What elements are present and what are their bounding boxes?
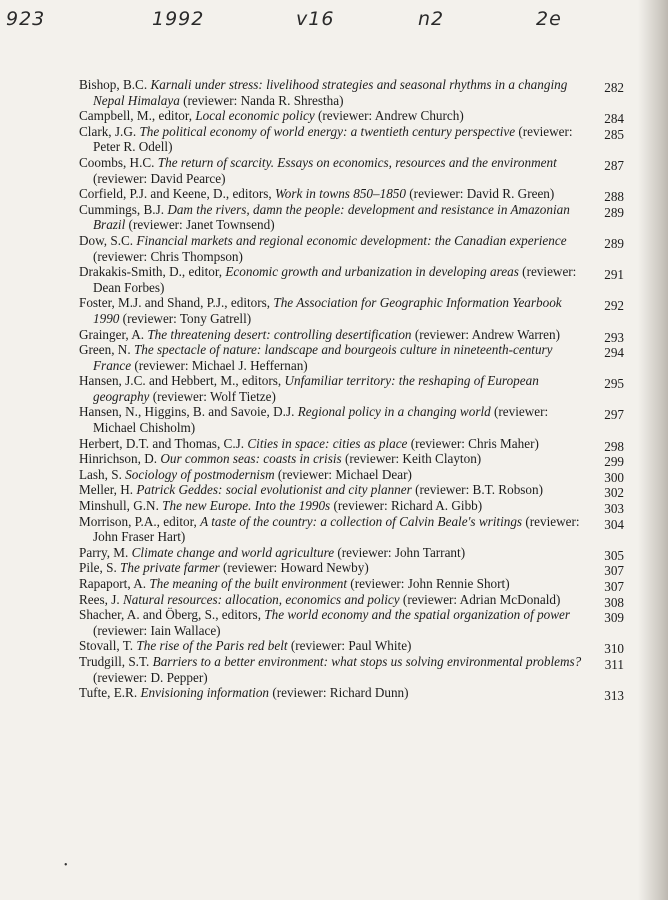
entry-reviewer: (reviewer: Andrew Warren): [414, 326, 560, 342]
entry-text: [79, 638, 583, 654]
entry-text: [79, 373, 583, 404]
index-entry: [79, 514, 624, 545]
entry-text: [79, 498, 583, 514]
entry-page-number: 299: [604, 454, 624, 470]
entry-author: Hansen, J.C. and Hebbert, M., editors,: [79, 373, 282, 389]
entry-title: The spectacle of nature: landscape and bourgeois culture in nineteenth-century France: [93, 342, 553, 373]
entry-text: [79, 514, 583, 545]
entry-reviewer: (reviewer: Dean Forbes): [93, 264, 577, 295]
entry-text: [79, 545, 583, 561]
entry-text: [79, 233, 583, 264]
index-entry: [79, 654, 624, 685]
entry-text: [79, 482, 583, 498]
entry-reviewer: (reviewer: Tony Gatrell): [122, 310, 252, 326]
entry-page-number: 302: [604, 485, 624, 501]
index-entry: [79, 108, 624, 127]
entry-text: [79, 124, 583, 155]
handwritten-volume: v16: [296, 8, 335, 30]
index-entry: [79, 186, 624, 205]
entry-page-number: 289: [604, 204, 624, 220]
entry-page-number: 307: [604, 579, 624, 594]
entry-author: Trudgill, S.T.: [79, 653, 150, 669]
index-entry: [79, 342, 624, 373]
entry-text: [79, 108, 583, 124]
index-entry: [79, 77, 624, 108]
entry-reviewer: (reviewer: Richard A. Gibb): [333, 498, 483, 514]
entry-author: Grainger, A.: [79, 326, 145, 342]
entry-author: Corfield, P.J. and Keene, D., editors,: [79, 186, 272, 202]
entry-page-number: 313: [604, 688, 624, 704]
entry-text: [79, 155, 583, 186]
entry-title: Barriers to a better environment: what stops us solving environmental problems?: [152, 653, 582, 669]
entry-text: [79, 436, 583, 452]
entry-page-number: 297: [604, 407, 624, 423]
entry-page-number: 304: [604, 516, 624, 532]
index-entry: [79, 327, 624, 343]
entry-author: Hansen, N., Higgins, B. and Savoie, D.J.: [79, 404, 295, 420]
entry-title: A taste of the country: a collection of Calvin Beale's writings: [200, 513, 523, 529]
entry-reviewer: (reviewer: Chris Maher): [410, 435, 539, 451]
index-entry: [79, 467, 624, 483]
entry-author: Morrison, P.A., editor,: [79, 513, 197, 529]
entry-reviewer: (reviewer: Michael J. Heffernan): [134, 357, 308, 373]
index-entry: [79, 155, 624, 186]
entry-author: Tufte, E.R.: [79, 685, 138, 701]
index-entry: [79, 373, 624, 404]
entry-text: [79, 467, 583, 483]
entry-title: Climate change and world agriculture: [131, 544, 335, 560]
entry-page-number: 285: [604, 126, 624, 142]
entry-reviewer: (reviewer: Chris Thompson): [93, 248, 243, 264]
entry-title: Unfamiliar territory: the reshaping of European geography: [93, 373, 539, 404]
entry-page-number: 293: [604, 329, 624, 345]
entry-author: Herbert, D.T. and Thomas, C.J.: [79, 435, 245, 451]
entry-reviewer: (reviewer: John Fraser Hart): [93, 513, 580, 545]
entry-reviewer: (reviewer: Andrew Church): [318, 108, 464, 124]
entry-author: Rees, J.: [79, 591, 120, 607]
entry-title: The rise of the Paris red belt: [136, 638, 288, 654]
index-entry: [79, 482, 624, 501]
entry-author: Foster, M.J. and Shand, P.J., editors,: [79, 295, 271, 311]
entry-reviewer: (reviewer: Michael Dear): [277, 466, 412, 482]
entry-author: Meller, H.: [79, 482, 134, 498]
entry-title: Dam the rivers, damn the people: development and resistance in Amazonian Brazil: [93, 201, 570, 233]
entry-reviewer: (reviewer: David Pearce): [93, 170, 226, 186]
index-entry: [79, 545, 624, 561]
entry-author: Drakakis-Smith, D., editor,: [79, 264, 223, 280]
entry-title: Cities in space: cities as place: [247, 435, 408, 451]
review-index-list: [79, 77, 624, 704]
entry-text: [79, 685, 583, 701]
entry-text: [79, 404, 583, 435]
entry-title: The return of scarcity. Essays on economics, resources and the environment: [157, 154, 557, 170]
index-entry: [79, 202, 624, 233]
handwritten-year: 1992: [152, 8, 205, 30]
index-entry: [79, 498, 624, 517]
entry-page-number: 292: [604, 298, 624, 314]
entry-page-number: 310: [604, 641, 624, 657]
entry-title: Local economic policy: [195, 108, 315, 124]
bleed-through-text: [600, 40, 660, 56]
entry-text: [79, 186, 583, 202]
entry-author: Clark, J.G.: [79, 123, 137, 139]
entry-page-number: 298: [604, 438, 624, 454]
entry-text: [79, 654, 583, 685]
index-entry: [79, 592, 624, 608]
entry-author: Campbell, M., editor,: [79, 108, 193, 124]
entry-author: Minshull, G.N.: [79, 498, 159, 514]
index-entry: [79, 264, 624, 295]
entry-author: Hinrichson, D.: [79, 451, 158, 467]
entry-author: Green, N.: [79, 342, 131, 358]
entry-text: [79, 342, 583, 373]
entry-title: The Association for Geographic Information Yearbook 1990: [93, 295, 562, 326]
entry-title: Our common seas: coasts in crisis: [160, 451, 342, 467]
entry-title: The world economy and the spatial organization of power: [264, 607, 571, 623]
entry-reviewer: (reviewer: Keith Clayton): [344, 451, 482, 467]
entry-author: Bishop, B.C.: [79, 77, 148, 92]
entry-text: [79, 264, 583, 295]
entry-page-number: 300: [604, 469, 624, 485]
entry-reviewer: (reviewer: Michael Chisholm): [93, 404, 549, 436]
entry-reviewer: (reviewer: Peter R. Odell): [93, 123, 573, 155]
entry-title: Patrick Geddes: social evolutionist and city planner: [136, 482, 412, 498]
entry-text: [79, 327, 583, 343]
index-entry: [79, 685, 624, 704]
index-entry: [79, 576, 624, 592]
handwritten-ref: 923: [6, 8, 46, 30]
entry-reviewer: (reviewer: Adrian McDonald): [402, 591, 561, 607]
entry-author: Parry, M.: [79, 544, 129, 560]
entry-reviewer: (reviewer: Iain Wallace): [93, 622, 221, 638]
index-entry: [79, 638, 624, 657]
entry-reviewer: (reviewer: Janet Townsend): [128, 217, 275, 233]
entry-reviewer: (reviewer: Richard Dunn): [272, 685, 409, 701]
entry-title: The new Europe. Into the 1990s: [162, 498, 331, 514]
entry-reviewer: (reviewer: Wolf Tietze): [152, 388, 276, 404]
entry-reviewer: (reviewer: John Rennie Short): [350, 576, 510, 591]
entry-title: The private farmer: [120, 560, 220, 576]
entry-text: [79, 202, 583, 233]
entry-author: Rapaport, A.: [79, 576, 147, 591]
entry-page-number: 282: [604, 80, 624, 95]
index-entry: [79, 607, 624, 638]
entry-text: [79, 77, 583, 108]
entry-reviewer: (reviewer: David R. Green): [409, 186, 555, 202]
entry-title: Work in towns 850–1850: [274, 186, 406, 202]
entry-title: Sociology of postmodernism: [125, 466, 275, 482]
entry-author: Stovall, T.: [79, 638, 134, 654]
index-entry: [79, 124, 624, 155]
entry-text: [79, 295, 583, 326]
page-edge-shadow: [638, 0, 668, 900]
entry-text: [79, 607, 583, 638]
entry-author: Shacher, A. and Öberg, S., editors,: [79, 607, 261, 623]
entry-author: Coombs, H.C.: [79, 154, 155, 170]
entry-title: Regional policy in a changing world: [297, 404, 491, 420]
entry-title: The threatening desert: controlling desertification: [147, 326, 412, 342]
entry-page-number: 305: [604, 547, 624, 563]
entry-title: Envisioning information: [140, 685, 270, 701]
entry-page-number: 291: [604, 267, 624, 283]
index-entry: [79, 404, 624, 435]
entry-title: Financial markets and regional economic development: the Canadian experience: [136, 232, 567, 248]
entry-page-number: 289: [604, 235, 624, 251]
entry-page-number: 311: [604, 656, 624, 672]
entry-text: [79, 451, 583, 467]
entry-page-number: 294: [604, 345, 624, 361]
entry-author: Cummings, B.J.: [79, 201, 165, 217]
index-entry: [79, 560, 624, 579]
entry-title: Natural resources: allocation, economics and policy: [122, 591, 400, 607]
footer-mark: •: [64, 860, 68, 871]
entry-page-number: 295: [604, 376, 624, 392]
entry-title: Karnali under stress: livelihood strategies and seasonal rhythms in a changing Nepal Himalaya: [93, 77, 568, 108]
entry-page-number: 287: [604, 157, 624, 173]
entry-author: Dow, S.C.: [79, 232, 134, 248]
handwritten-copy: 2e: [536, 8, 562, 30]
entry-author: Pile, S.: [79, 560, 117, 576]
index-entry: [79, 436, 624, 452]
entry-reviewer: (reviewer: Nanda R. Shrestha): [183, 92, 344, 108]
entry-title: The meaning of the built environment: [149, 576, 347, 591]
entry-title: Economic growth and urbanization in developing areas: [225, 264, 519, 280]
entry-page-number: 288: [604, 189, 624, 205]
entry-page-number: 284: [604, 111, 624, 127]
handwritten-number: n2: [418, 8, 445, 30]
entry-reviewer: (reviewer: Paul White): [290, 638, 412, 654]
entry-title: The political economy of world energy: a twentieth century perspective: [139, 123, 516, 139]
entry-page-number: 303: [604, 501, 624, 517]
entry-author: Lash, S.: [79, 466, 122, 482]
entry-page-number: 309: [604, 610, 624, 626]
entry-text: [79, 560, 583, 576]
entry-reviewer: (reviewer: Howard Newby): [222, 560, 369, 576]
index-entry: [79, 295, 624, 326]
entry-reviewer: (reviewer: B.T. Robson): [415, 482, 543, 498]
entry-page-number: 307: [604, 563, 624, 579]
entry-text: [79, 576, 583, 592]
index-entry: [79, 233, 624, 264]
entry-page-number: 308: [604, 594, 624, 610]
entry-reviewer: (reviewer: D. Pepper): [93, 669, 208, 685]
entry-text: [79, 592, 583, 608]
entry-reviewer: (reviewer: John Tarrant): [337, 544, 466, 560]
index-entry: [79, 451, 624, 470]
